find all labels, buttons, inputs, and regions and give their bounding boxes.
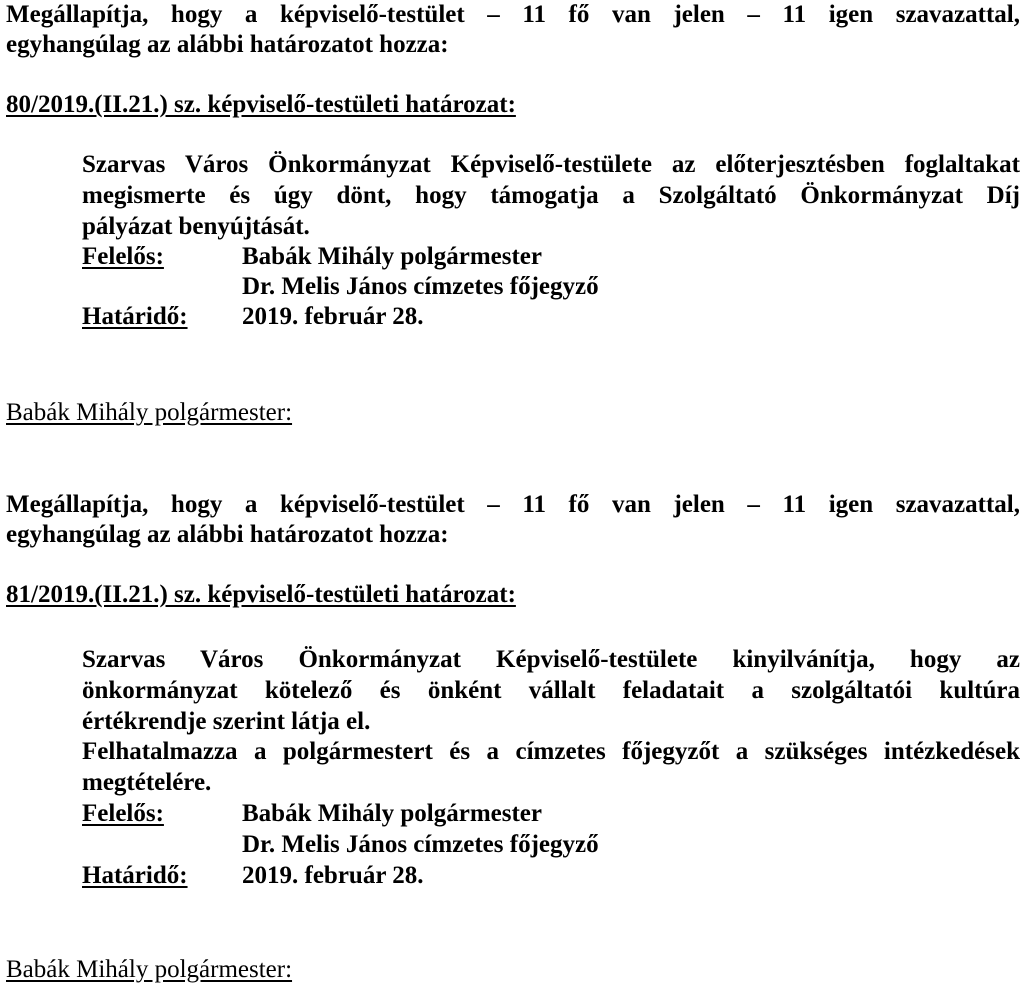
resolution-body-line: megismerte és úgy dönt, hogy támogatja a Szolgáltató Önkormányzat Díj	[82, 182, 1020, 209]
resolution-heading: 81/2019.(II.21.) sz. képviselő-testületi határozat:	[6, 581, 516, 608]
resolution-body-line: megtételére.	[82, 769, 212, 796]
deadline-label: Határidő:	[82, 862, 188, 889]
responsible-person: Babák Mihály polgármester	[242, 243, 542, 270]
deadline-row	[82, 302, 782, 332]
statement-line: egyhangúlag az alábbi határozatot hozza:	[6, 521, 449, 548]
resolution-body-line: Szarvas Város Önkormányzat Képviselő-testülete kinyilvánítja, hogy az	[82, 646, 1020, 673]
responsible-row-2	[82, 830, 782, 860]
speaker-heading: Babák Mihály polgármester:	[6, 399, 293, 426]
resolution-heading: 80/2019.(II.21.) sz. képviselő-testületi határozat:	[6, 91, 516, 118]
statement-line: Megállapítja, hogy a képviselő-testület – 11 fő van jelen – 11 igen szavazattal,	[6, 1, 1020, 28]
responsible-label: Felelős:	[82, 800, 164, 827]
resolution-body-line: értékrendje szerint látja el.	[82, 708, 371, 735]
statement-line: egyhangúlag az alábbi határozatot hozza:	[6, 31, 449, 58]
deadline-row	[82, 861, 782, 891]
resolution-body-line: pályázat benyújtását.	[82, 213, 310, 240]
deadline-value: 2019. február 28.	[242, 862, 424, 889]
resolution-body-line: önkormányzat kötelező és önként vállalt feladatait a szolgáltatói kultúra	[82, 677, 1020, 704]
responsible-row	[82, 799, 782, 829]
responsible-person: Babák Mihály polgármester	[242, 800, 542, 827]
statement-line: Megállapítja, hogy a képviselő-testület – 11 fő van jelen – 11 igen szavazattal,	[6, 491, 1020, 518]
responsible-label: Felelős:	[82, 243, 164, 270]
deadline-value: 2019. február 28.	[242, 303, 424, 330]
resolution-body-line: Szarvas Város Önkormányzat Képviselő-testülete az előterjesztésben foglaltakat	[82, 151, 1020, 178]
speaker-heading: Babák Mihály polgármester:	[6, 956, 293, 983]
responsible-row-2	[82, 272, 782, 302]
deadline-label: Határidő:	[82, 303, 188, 330]
responsible-person: Dr. Melis János címzetes főjegyző	[242, 831, 599, 858]
resolution-body-line: Felhatalmazza a polgármestert és a címzetes főjegyzőt a szükséges intézkedések	[82, 738, 1020, 765]
responsible-person: Dr. Melis János címzetes főjegyző	[242, 273, 599, 300]
responsible-row	[82, 242, 782, 272]
